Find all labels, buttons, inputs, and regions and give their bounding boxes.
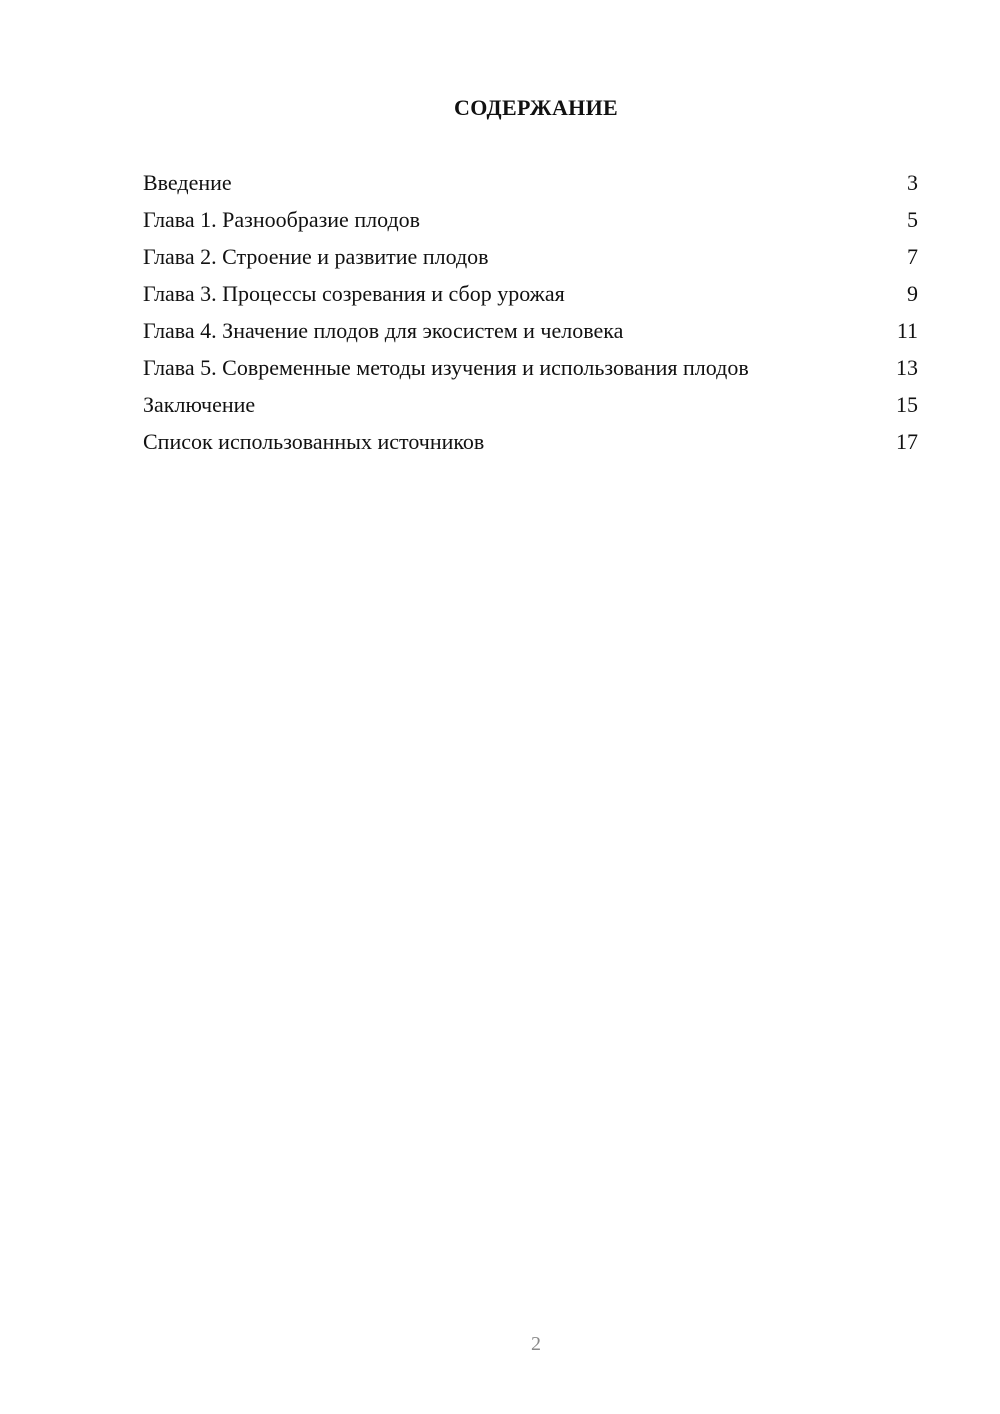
toc-entry: [143, 207, 918, 233]
toc-entry-title: Введение: [143, 170, 232, 195]
page-title: СОДЕРЖАНИЕ: [454, 95, 618, 120]
toc-entry-title: Глава 3. Процессы созревания и сбор урожая: [143, 281, 565, 306]
toc-entry: [143, 392, 918, 418]
toc-entry-title: Глава 4. Значение плодов для экосистем и человека: [143, 318, 624, 343]
toc-entry-page: 7: [907, 244, 918, 269]
toc-entry-page: 3: [907, 170, 918, 195]
toc-entry-title: Глава 1. Разнообразие плодов: [143, 207, 421, 232]
toc-entry-page: 11: [896, 318, 918, 343]
toc-entry-page: 15: [896, 392, 918, 417]
toc-entry-page: 17: [896, 429, 918, 454]
toc-entry: [143, 318, 918, 344]
toc-entry: [143, 170, 918, 196]
toc-entry-title: Глава 5. Современные методы изучения и использования плодов: [143, 355, 749, 380]
toc-entry-title: Заключение: [143, 392, 256, 417]
toc-entry: [143, 244, 918, 270]
table-of-contents: [143, 170, 918, 466]
toc-entry-title: Список использованных источников: [143, 429, 485, 454]
page-number: 2: [531, 1333, 541, 1355]
toc-entry-page: 9: [907, 281, 918, 306]
toc-entry: [143, 281, 918, 307]
toc-entry: [143, 355, 918, 381]
toc-entry-title: Глава 2. Строение и развитие плодов: [143, 244, 489, 269]
toc-entry-page: 13: [896, 355, 918, 380]
toc-entry-page: 5: [907, 207, 918, 232]
toc-entry: [143, 429, 918, 455]
